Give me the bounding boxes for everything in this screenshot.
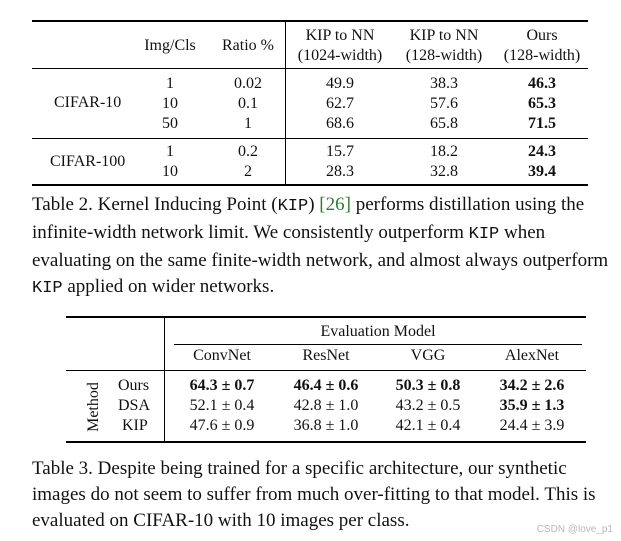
table3-cell: 43.2 ± 0.5 <box>395 397 461 414</box>
table3-method-kip: KIP <box>122 417 148 434</box>
kip-code: KIP <box>277 197 309 216</box>
table3-top-rule <box>66 316 586 318</box>
table3-header-rule <box>66 370 586 371</box>
table2-top-rule <box>32 20 588 22</box>
citation-link[interactable]: [26] <box>319 194 351 215</box>
table2-cell-ratio: 0.1 <box>238 95 258 112</box>
table3-cell: 42.1 ± 0.4 <box>395 417 461 434</box>
table2-header-ours-line2: (128-width) <box>503 47 581 64</box>
table2-cell-kip1024: 68.6 <box>326 115 354 132</box>
table3-col-convnet: ConvNet <box>193 347 251 364</box>
table2-cell-kip128: 38.3 <box>430 75 458 92</box>
table2-header-kip1024-line1: KIP to NN <box>305 27 375 44</box>
table3-cell: 64.3 ± 0.7 <box>189 377 255 394</box>
table2-cell-ratio: 2 <box>244 163 252 180</box>
table3-cell: 34.2 ± 2.6 <box>499 377 565 394</box>
table3-cell: 42.8 ± 1.0 <box>293 397 359 414</box>
table2-cell-kip128: 32.8 <box>430 163 458 180</box>
table2-header-img-cls: Img/Cls <box>144 37 196 54</box>
table2-dataset-cifar100: CIFAR-100 <box>50 153 126 170</box>
table3-eval-rule <box>174 344 582 345</box>
table2-header-kip128-line1: KIP to NN <box>409 27 479 44</box>
table2-cell-ours: 65.3 <box>528 95 556 112</box>
table2-cell-kip1024: 49.9 <box>326 75 354 92</box>
table2-vertical-divider <box>285 20 286 184</box>
table2-cell-img: 1 <box>166 143 174 160</box>
table2-header-ratio: Ratio % <box>222 37 274 54</box>
table2-cell-ours: 39.4 <box>528 163 556 180</box>
table3-cell: 24.4 ± 3.9 <box>499 417 565 434</box>
table3-cell: 36.8 ± 1.0 <box>293 417 359 434</box>
table2-header-kip1024-line2: (1024-width) <box>297 47 383 64</box>
table2-header-ours-line1: Ours <box>526 27 558 44</box>
table2-cell-img: 10 <box>162 95 178 112</box>
table3-caption: Table 3. Despite being trained for a specific architecture, our synthetic images do not seem to suffer from much over-fitting to that model. This is evaluated on CIFAR-10 with 10 images per class. <box>32 458 596 531</box>
table2-header-rule <box>32 68 588 69</box>
caption-text: Table 2. Kernel Inducing Point ( <box>32 194 278 215</box>
table3-vertical-divider <box>164 316 165 442</box>
table3-cell: 52.1 ± 0.4 <box>189 397 255 414</box>
table2-caption <box>32 192 612 302</box>
kip-code: KIP <box>468 225 500 244</box>
table3-col-alexnet: AlexNet <box>504 347 560 364</box>
table3-cell: 35.9 ± 1.3 <box>499 397 565 414</box>
table2-cell-img: 50 <box>162 115 178 132</box>
table2-cell-kip1024: 28.3 <box>326 163 354 180</box>
table3-cell: 50.3 ± 0.8 <box>395 377 461 394</box>
table2-cell-ratio: 1 <box>244 115 252 132</box>
watermark: CSDN @love_p1 <box>536 524 613 535</box>
table2-group-rule <box>32 138 588 139</box>
kip-code: KIP <box>32 279 63 298</box>
table2-cell-kip1024: 62.7 <box>326 95 354 112</box>
table2-cell-ours: 46.3 <box>528 75 556 92</box>
table3-method-dsa: DSA <box>118 397 151 414</box>
table3-cell: 46.4 ± 0.6 <box>293 377 359 394</box>
table3-method-ours: Ours <box>118 377 150 394</box>
table2-cell-ratio: 0.2 <box>238 143 258 160</box>
table3-col-vgg: VGG <box>410 347 446 364</box>
table2-cell-ours: 71.5 <box>528 115 556 132</box>
table2-header-kip128-line2: (128-width) <box>405 47 483 64</box>
table2-cell-ratio: 0.02 <box>234 75 262 92</box>
table2-cell-img: 10 <box>162 163 178 180</box>
caption-text: applied on wider networks. <box>62 276 275 297</box>
table3-bottom-rule <box>66 441 586 443</box>
caption-text: ) <box>308 194 320 215</box>
table2-bottom-rule <box>32 184 588 186</box>
table2-dataset-cifar10: CIFAR-10 <box>54 94 122 111</box>
table2-cell-kip1024: 15.7 <box>326 143 354 160</box>
caption-text: when evaluating on the same finite-width network, and almost always outperform <box>32 222 609 271</box>
table2-cell-ours: 24.3 <box>528 143 556 160</box>
table2-cell-img: 1 <box>166 75 174 92</box>
table2-cell-kip128: 57.6 <box>430 95 458 112</box>
caption-text: performs distillation using the infinite-width network limit. We consistently outperform <box>32 194 585 243</box>
table3-cell: 47.6 ± 0.9 <box>189 417 255 434</box>
table3-eval-header: Evaluation Model <box>320 323 436 340</box>
table3-method-label: Method <box>85 382 102 432</box>
table2-cell-kip128: 18.2 <box>430 143 458 160</box>
table2-cell-kip128: 65.8 <box>430 115 458 132</box>
table3-col-resnet: ResNet <box>302 347 350 364</box>
